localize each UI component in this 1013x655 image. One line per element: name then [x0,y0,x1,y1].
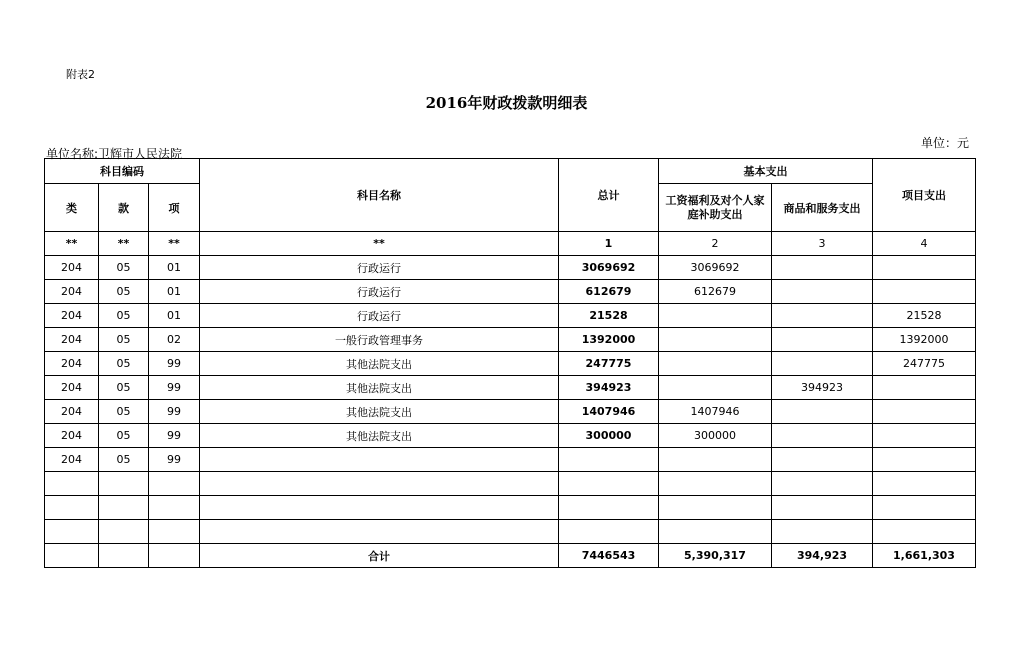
index-cell: 3 [772,232,873,256]
project-cell: 247775 [873,352,976,376]
xiang-cell: 99 [149,400,200,424]
xiang-cell: 99 [149,448,200,472]
table-row [45,448,976,472]
wages-cell: 300000 [659,424,772,448]
total-project: 1,661,303 [873,544,976,568]
xiang-cell: 02 [149,328,200,352]
xiang-cell [149,496,200,520]
goods-cell [772,448,873,472]
subject-name-cell: 其他法院支出 [200,400,559,424]
lei-cell [45,520,99,544]
lei-cell: 204 [45,256,99,280]
total-kuan-cell [99,544,149,568]
goods-cell [772,472,873,496]
header-subject-name: 科目名称 [200,159,559,232]
header-basic: 基本支出 [659,159,873,184]
project-cell [873,520,976,544]
xiang-cell: 99 [149,352,200,376]
index-cell: ** [149,232,200,256]
kuan-cell: 05 [99,424,149,448]
table-row [45,424,976,448]
table-row [45,328,976,352]
total-cell [559,448,659,472]
table-row [45,352,976,376]
xiang-cell [149,520,200,544]
table-row [45,400,976,424]
xiang-cell: 99 [149,424,200,448]
xiang-cell: 99 [149,376,200,400]
total-cell: 21528 [559,304,659,328]
wages-cell [659,304,772,328]
total-wages: 5,390,317 [659,544,772,568]
project-cell [873,400,976,424]
wages-cell [659,496,772,520]
goods-cell [772,328,873,352]
index-cell: ** [99,232,149,256]
subject-name-cell [200,472,559,496]
project-cell: 1392000 [873,328,976,352]
header-lei: 类 [45,184,99,232]
header-project: 项目支出 [873,159,976,232]
wages-cell [659,328,772,352]
kuan-cell [99,496,149,520]
index-row [45,232,976,256]
subject-name-cell [200,496,559,520]
goods-cell: 394923 [772,376,873,400]
project-cell [873,280,976,304]
header-goods: 商品和服务支出 [772,184,873,232]
total-cell [559,472,659,496]
xiang-cell: 01 [149,256,200,280]
kuan-cell: 05 [99,352,149,376]
total-goods: 394,923 [772,544,873,568]
table-row [45,256,976,280]
total-cell: 612679 [559,280,659,304]
wages-cell [659,472,772,496]
kuan-cell: 05 [99,280,149,304]
index-cell: 1 [559,232,659,256]
lei-cell [45,472,99,496]
lei-cell: 204 [45,376,99,400]
table-row [45,496,976,520]
goods-cell [772,496,873,520]
subject-name-cell [200,520,559,544]
wages-cell [659,520,772,544]
total-cell [559,496,659,520]
subject-name-cell: 行政运行 [200,304,559,328]
wages-cell [659,448,772,472]
total-row [45,544,976,568]
table-row [45,520,976,544]
project-cell [873,424,976,448]
header-wages: 工资福利及对个人家庭补助支出 [659,184,772,232]
goods-cell [772,256,873,280]
lei-cell: 204 [45,304,99,328]
table-row [45,304,976,328]
kuan-cell [99,472,149,496]
header-total: 总计 [559,159,659,232]
lei-cell: 204 [45,400,99,424]
total-cell: 394923 [559,376,659,400]
total-lei-cell [45,544,99,568]
lei-cell [45,496,99,520]
total-xiang-cell [149,544,200,568]
project-cell: 21528 [873,304,976,328]
goods-cell [772,424,873,448]
project-cell [873,448,976,472]
kuan-cell: 05 [99,400,149,424]
total-cell: 1407946 [559,400,659,424]
total-sum: 7446543 [559,544,659,568]
header-xiang: 项 [149,184,200,232]
annex-label: 附表2 [66,68,95,81]
goods-cell [772,520,873,544]
total-cell [559,520,659,544]
table-row [45,472,976,496]
unit-label: 单位：元 [921,136,970,150]
wages-cell: 612679 [659,280,772,304]
project-cell [873,256,976,280]
subject-name-cell: 其他法院支出 [200,424,559,448]
kuan-cell: 05 [99,256,149,280]
wages-cell [659,352,772,376]
goods-cell [772,280,873,304]
index-cell: ** [200,232,559,256]
wages-cell: 3069692 [659,256,772,280]
page-title: 2016年财政拨款明细表 [425,94,588,112]
subject-name-cell: 一般行政管理事务 [200,328,559,352]
index-cell: 4 [873,232,976,256]
kuan-cell: 05 [99,304,149,328]
kuan-cell: 05 [99,328,149,352]
subject-name-cell: 行政运行 [200,256,559,280]
goods-cell [772,304,873,328]
lei-cell: 204 [45,352,99,376]
goods-cell [772,352,873,376]
xiang-cell: 01 [149,280,200,304]
total-cell: 247775 [559,352,659,376]
kuan-cell: 05 [99,376,149,400]
appropriation-table [44,158,976,568]
xiang-cell [149,472,200,496]
total-cell: 3069692 [559,256,659,280]
subject-name-cell: 其他法院支出 [200,352,559,376]
total-label: 合计 [200,544,559,568]
subject-name-cell [200,448,559,472]
total-cell: 1392000 [559,328,659,352]
table-row [45,280,976,304]
kuan-cell [99,520,149,544]
organization-label: 单位名称:卫辉市人民法院 [46,147,183,161]
index-cell: 2 [659,232,772,256]
lei-cell: 204 [45,448,99,472]
goods-cell [772,400,873,424]
subject-name-cell: 其他法院支出 [200,376,559,400]
xiang-cell: 01 [149,304,200,328]
kuan-cell: 05 [99,448,149,472]
wages-cell [659,376,772,400]
index-cell: ** [45,232,99,256]
project-cell [873,376,976,400]
lei-cell: 204 [45,424,99,448]
header-kuan: 款 [99,184,149,232]
subject-name-cell: 行政运行 [200,280,559,304]
lei-cell: 204 [45,328,99,352]
total-cell: 300000 [559,424,659,448]
table-row [45,376,976,400]
lei-cell: 204 [45,280,99,304]
header-subject-code: 科目编码 [45,159,200,184]
wages-cell: 1407946 [659,400,772,424]
project-cell [873,472,976,496]
project-cell [873,496,976,520]
